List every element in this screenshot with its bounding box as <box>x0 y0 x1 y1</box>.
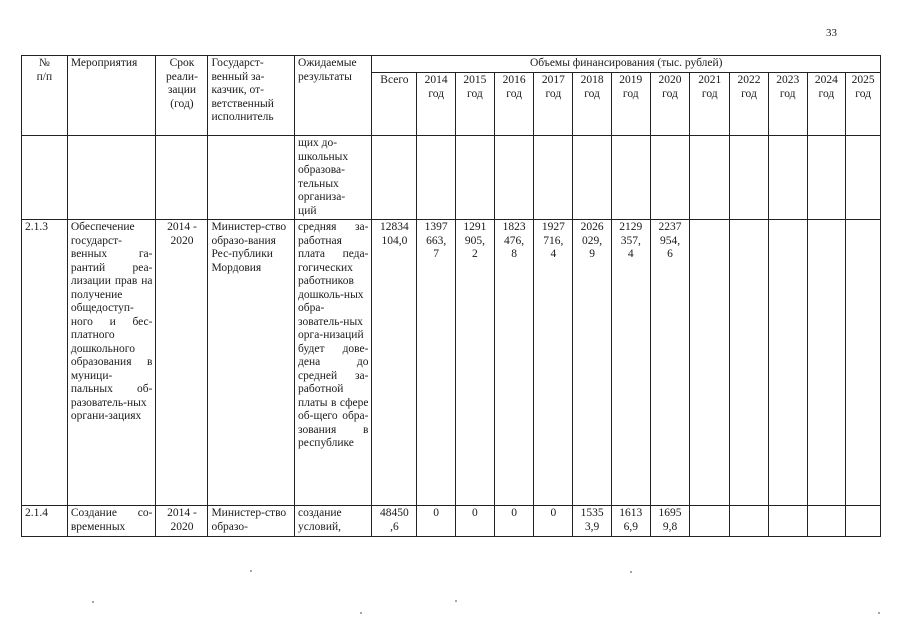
cell-results: создание условий, <box>295 506 372 537</box>
cell-value <box>650 136 690 220</box>
cell-num: 2.1.4 <box>22 506 68 537</box>
header-year: 2020 год <box>650 73 690 136</box>
cell-value <box>846 136 881 220</box>
cell-value <box>846 506 881 537</box>
header-year: 2018 год <box>573 73 612 136</box>
cell-value: 2129 357, 4 <box>611 220 650 506</box>
cell-total: 48450 ,6 <box>372 506 417 537</box>
cell-value <box>730 220 769 506</box>
header-period: Срок реали- зации (год) <box>156 56 208 136</box>
header-results: Ожидаемые результаты <box>295 56 372 136</box>
cell-value: 1613 6,9 <box>611 506 650 537</box>
cell-activity <box>67 136 156 220</box>
table-row-2-1-4 <box>22 506 881 537</box>
cell-value: 0 <box>456 506 495 537</box>
cell-total: 12834 104,0 <box>372 220 417 506</box>
header-funding: Объемы финансирования (тыс. рублей) <box>372 56 881 73</box>
scan-speck <box>250 570 252 572</box>
header-year: 2017 год <box>534 73 573 136</box>
cell-value <box>494 136 534 220</box>
cell-total <box>372 136 417 220</box>
header-year: 2021 год <box>690 73 730 136</box>
header-year: 2015 год <box>456 73 495 136</box>
cell-value: 1397 663, 7 <box>417 220 456 506</box>
header-activities: Мероприятия <box>67 56 156 136</box>
cell-value <box>807 506 846 537</box>
scan-speck <box>455 600 457 602</box>
cell-value <box>768 136 807 220</box>
cell-value: 2237 954, 6 <box>650 220 690 506</box>
table-row-continuation <box>22 136 881 220</box>
cell-value <box>611 136 650 220</box>
cell-value: 1823 476, 8 <box>494 220 534 506</box>
cell-value <box>730 136 769 220</box>
cell-period <box>156 136 208 220</box>
cell-activity: Создание со-временных <box>67 506 156 537</box>
cell-value: 1695 9,8 <box>650 506 690 537</box>
cell-value <box>768 506 807 537</box>
cell-customer: Министер-ство образо- <box>208 506 295 537</box>
cell-value: 0 <box>417 506 456 537</box>
cell-value <box>846 220 881 506</box>
header-customer: Государст- венный за- казчик, от- ветственный исполнитель <box>208 56 295 136</box>
cell-value <box>417 136 456 220</box>
cell-value <box>730 506 769 537</box>
cell-activity: Обеспечение государст-венных га-рантий реа-лизации прав на получение общедоступ-ного и бес-платного дошкольного образования в муници-пальных об-разователь-ных органи-зациях <box>67 220 156 506</box>
cell-value <box>456 136 495 220</box>
header-year: 2016 год <box>494 73 534 136</box>
page-number: 33 <box>826 27 837 39</box>
cell-value: 0 <box>494 506 534 537</box>
cell-period: 2014 - 2020 <box>156 220 208 506</box>
header-total: Всего <box>372 73 417 136</box>
header-year: 2019 год <box>611 73 650 136</box>
header-year: 2014 год <box>417 73 456 136</box>
scan-speck <box>630 571 632 573</box>
cell-value <box>690 506 730 537</box>
header-row-1 <box>22 56 881 73</box>
cell-value: 1535 3,9 <box>573 506 612 537</box>
cell-value <box>690 220 730 506</box>
cell-value: 0 <box>534 506 573 537</box>
cell-value: 1291 905, 2 <box>456 220 495 506</box>
cell-period: 2014 - 2020 <box>156 506 208 537</box>
header-year: 2023 год <box>768 73 807 136</box>
cell-value <box>807 220 846 506</box>
cell-value <box>768 220 807 506</box>
cell-value <box>573 136 612 220</box>
scan-speck <box>878 612 880 614</box>
header-year: 2025 год <box>846 73 881 136</box>
cell-results: щих до- школьных образова- тельных организа- ций <box>295 136 372 220</box>
cell-value: 1927 716, 4 <box>534 220 573 506</box>
header-year: 2022 год <box>730 73 769 136</box>
cell-value <box>690 136 730 220</box>
cell-customer <box>208 136 295 220</box>
funding-table <box>21 55 881 537</box>
scan-speck <box>360 612 362 614</box>
table-row-2-1-3 <box>22 220 881 506</box>
header-year: 2024 год <box>807 73 846 136</box>
cell-num <box>22 136 68 220</box>
cell-value: 2026 029, 9 <box>573 220 612 506</box>
cell-num: 2.1.3 <box>22 220 68 506</box>
cell-customer: Министер-ство образо-вания Рес-публики Мордовия <box>208 220 295 506</box>
cell-results: средняя за-работная плата педа-гогических работников дошколь-ных обра-зователь-ных орга-низаций будет дове-дена до средней за-работной платы в сфере об-щего обра-зования в республике <box>295 220 372 506</box>
cell-value <box>534 136 573 220</box>
header-num: № п/п <box>22 56 68 136</box>
scan-speck <box>92 601 94 603</box>
cell-value <box>807 136 846 220</box>
